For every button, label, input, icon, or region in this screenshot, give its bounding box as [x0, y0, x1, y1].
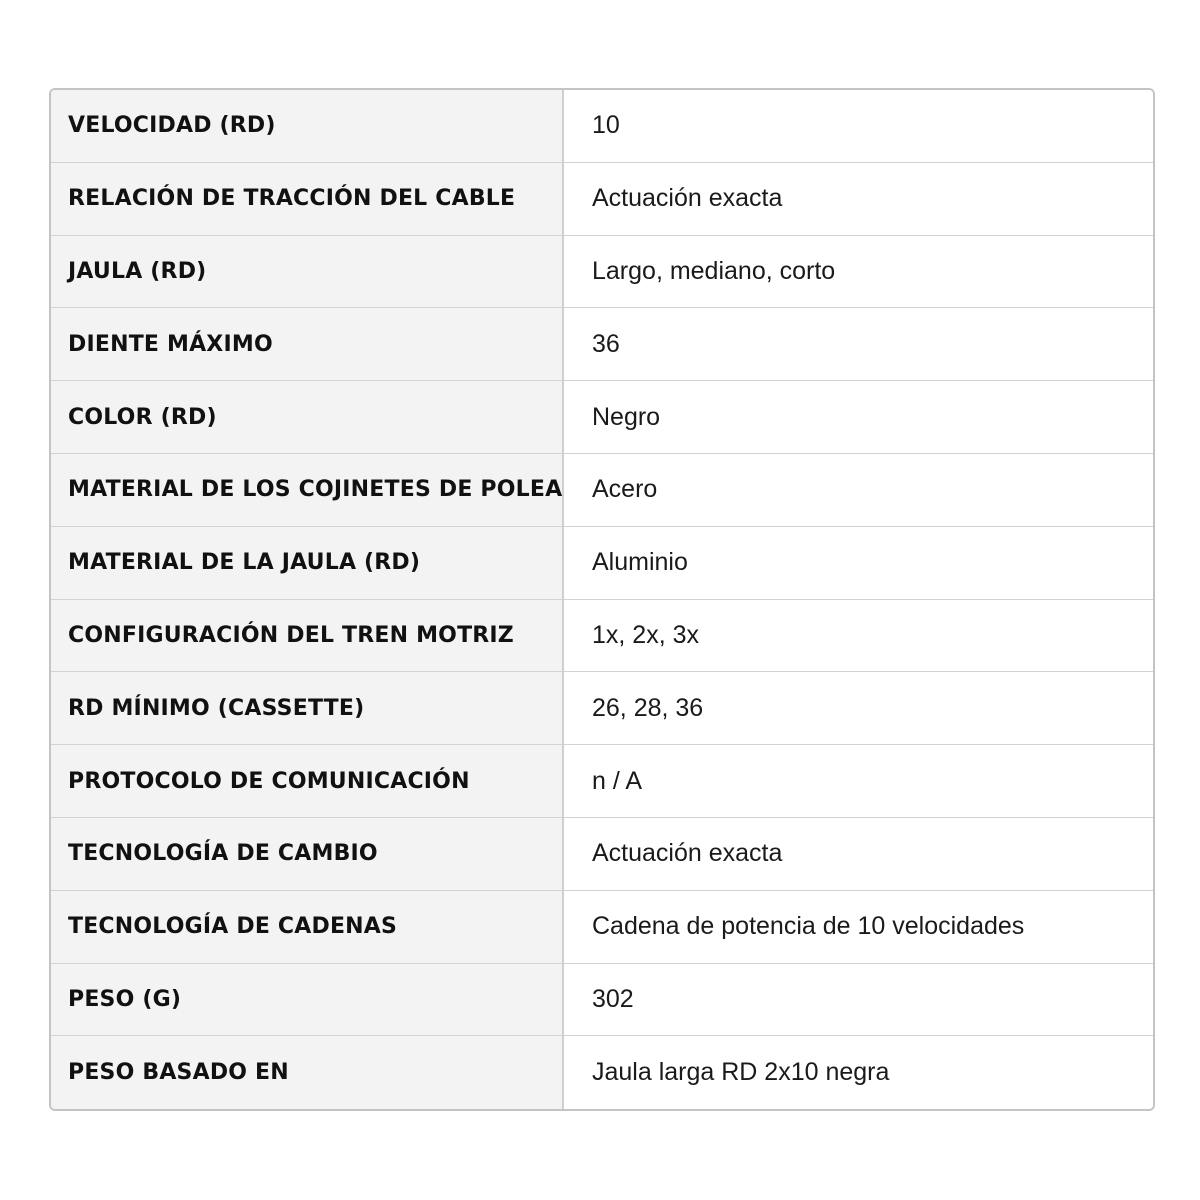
spec-label: TECNOLOGÍA DE CAMBIO: [51, 818, 564, 890]
spec-label: RD MÍNIMO (CASSETTE): [51, 672, 564, 744]
spec-row-weight: [51, 964, 1153, 1037]
spec-row-speed: [51, 90, 1153, 163]
spec-row-drivetrain-config: [51, 600, 1153, 673]
spec-label: JAULA (RD): [51, 236, 564, 308]
spec-value: 10: [564, 90, 1153, 162]
spec-label: MATERIAL DE LOS COJINETES DE POLEA: [51, 454, 564, 526]
spec-value: n / A: [564, 745, 1153, 817]
spec-value: 302: [564, 964, 1153, 1036]
spec-value: 36: [564, 308, 1153, 380]
spec-label: RELACIÓN DE TRACCIÓN DEL CABLE: [51, 163, 564, 235]
spec-row-weight-based-on: [51, 1036, 1153, 1109]
spec-value: 26, 28, 36: [564, 672, 1153, 744]
spec-row-chain-technology: [51, 891, 1153, 964]
spec-value: Negro: [564, 381, 1153, 453]
spec-row-pulley-bearing-material: [51, 454, 1153, 527]
spec-value: Cadena de potencia de 10 velocidades: [564, 891, 1153, 963]
spec-row-cage-material: [51, 527, 1153, 600]
spec-label: VELOCIDAD (RD): [51, 90, 564, 162]
spec-row-color: [51, 381, 1153, 454]
spec-value: 1x, 2x, 3x: [564, 600, 1153, 672]
spec-value: Acero: [564, 454, 1153, 526]
spec-row-communication-protocol: [51, 745, 1153, 818]
spec-value: Largo, mediano, corto: [564, 236, 1153, 308]
spec-label: COLOR (RD): [51, 381, 564, 453]
spec-label: PESO (G): [51, 964, 564, 1036]
spec-label: MATERIAL DE LA JAULA (RD): [51, 527, 564, 599]
spec-value: Aluminio: [564, 527, 1153, 599]
spec-row-shift-technology: [51, 818, 1153, 891]
spec-value: Jaula larga RD 2x10 negra: [564, 1036, 1153, 1109]
spec-row-max-tooth: [51, 308, 1153, 381]
spec-value: Actuación exacta: [564, 163, 1153, 235]
spec-label: PESO BASADO EN: [51, 1036, 564, 1109]
spec-label: PROTOCOLO DE COMUNICACIÓN: [51, 745, 564, 817]
spec-label: CONFIGURACIÓN DEL TREN MOTRIZ: [51, 600, 564, 672]
spec-row-cable-pull: [51, 163, 1153, 236]
spec-label: TECNOLOGÍA DE CADENAS: [51, 891, 564, 963]
spec-table: [49, 88, 1155, 1111]
spec-value: Actuación exacta: [564, 818, 1153, 890]
spec-label: DIENTE MÁXIMO: [51, 308, 564, 380]
spec-row-cage: [51, 236, 1153, 309]
spec-row-min-cassette: [51, 672, 1153, 745]
